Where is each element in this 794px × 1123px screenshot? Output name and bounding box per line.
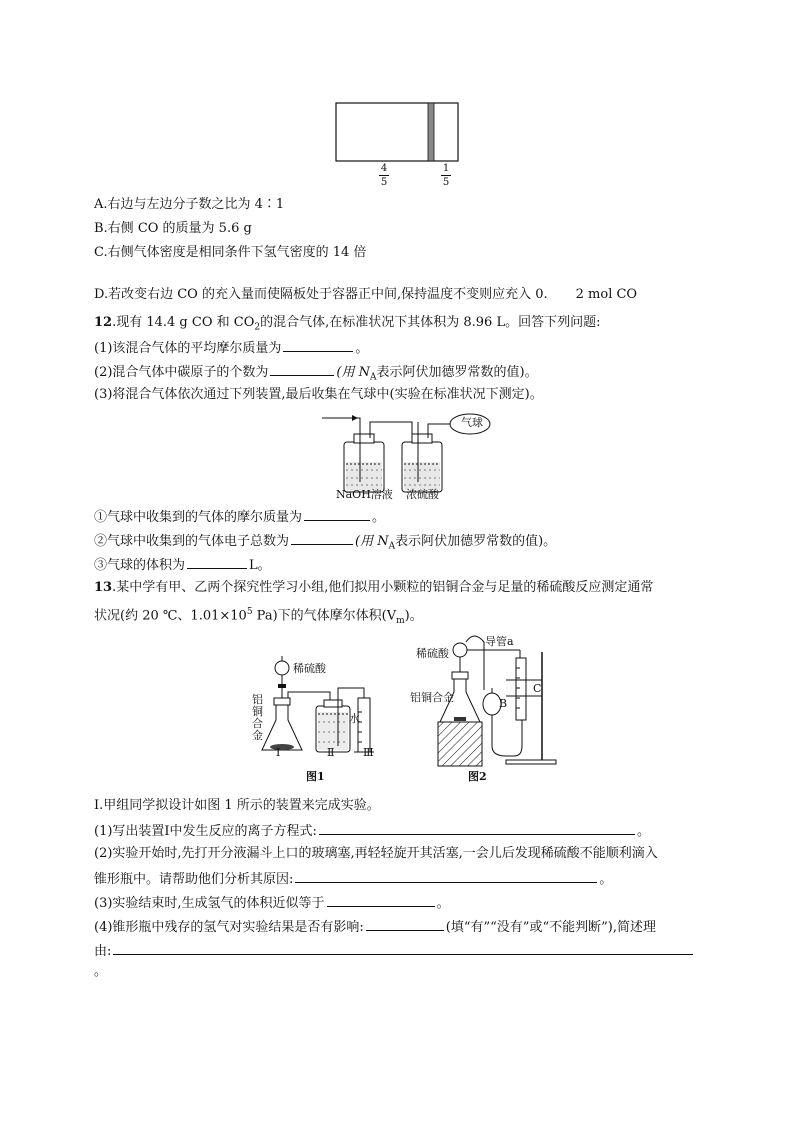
frac-left-den: 5 bbox=[380, 177, 388, 188]
q13-p3-end: 。 bbox=[436, 896, 450, 911]
q12-s1-blank[interactable] bbox=[304, 507, 370, 521]
fig1-alloy-label: 铝铜合金 bbox=[252, 693, 263, 742]
support-block bbox=[438, 722, 482, 766]
q12-s2-sub: A bbox=[388, 541, 396, 552]
q12-p2-sub: A bbox=[370, 372, 377, 383]
q13-section-I: Ⅰ.甲组同学拟设计如图 1 所示的装置来完成实验。 bbox=[94, 798, 380, 813]
fig1-label-II: Ⅱ bbox=[327, 746, 335, 759]
q13-stem2-a: 状况(约 20 ℃、1.01×10 bbox=[94, 608, 247, 624]
q12-s2-post-a: (用 N bbox=[355, 534, 389, 549]
q12-sub1 bbox=[94, 507, 385, 527]
fig1-water-label: 水 bbox=[349, 712, 360, 725]
fig2-label-B: B bbox=[499, 697, 508, 710]
q12-p2-text: (2)混合气体中碳原子的个数为 bbox=[94, 365, 269, 380]
bottle1-label: NaOH溶液 bbox=[336, 488, 393, 501]
q13-p4-post: (填“有”“没有”或“不能判断”),简述理 bbox=[445, 920, 656, 935]
q13-part4 bbox=[94, 917, 656, 937]
q13-p2-text: 锥形瓶中。请帮助他们分析其原因: bbox=[94, 872, 294, 887]
option-d-amount: 2 mol CO bbox=[575, 287, 638, 302]
q12-p2-post-a: (用 N bbox=[336, 365, 371, 380]
q13-part2-line1: (2)实验开始时,先打开分液漏斗上口的玻璃塞,再轻轻旋开其活塞,一会儿后发现稀硫酸不能顺利滴入 bbox=[94, 846, 658, 861]
q13-p2-end: 。 bbox=[599, 872, 613, 887]
q12-s3-end: L。 bbox=[249, 558, 271, 573]
balloon-label: 气球 bbox=[461, 416, 483, 429]
q13-stem-line1 bbox=[94, 579, 653, 597]
fig1-acid-label: 稀硫酸 bbox=[293, 662, 326, 675]
q13-part4-line2 bbox=[94, 941, 695, 961]
q12-s2-post-b: 表示阿伏加德罗常数的值)。 bbox=[395, 534, 557, 549]
q13-part2-line2 bbox=[94, 869, 612, 889]
fig2-alloy-label: 铝铜合金 bbox=[410, 691, 454, 704]
q12-p1-blank[interactable] bbox=[283, 338, 353, 352]
fig2-acid-label: 稀硫酸 bbox=[416, 647, 449, 660]
q12-sub3 bbox=[94, 555, 271, 575]
q12-stem-a: .现有 14.4 g CO 和 CO bbox=[112, 315, 255, 330]
q12-stem-b: 的混合气体,在标准状况下其体积为 8.96 L。回答下列问题: bbox=[260, 315, 601, 330]
partition-plate bbox=[428, 103, 434, 161]
fig1-caption: 图1 bbox=[306, 770, 325, 783]
option-b: B.右侧 CO 的质量为 5.6 g bbox=[94, 221, 252, 236]
fraction-one-fifth bbox=[439, 163, 453, 188]
q13-stem1: .某中学有甲、乙两个探究性学习小组,他们拟用小颗粒的铝铜合金与足量的稀硫酸反应测定通常 bbox=[112, 580, 654, 595]
q12-p1-end: 。 bbox=[355, 341, 369, 356]
q12-s2-blank[interactable] bbox=[291, 531, 353, 545]
frac-right-den: 5 bbox=[442, 177, 450, 188]
q12-s1-end: 。 bbox=[372, 510, 386, 525]
q12-s3-blank[interactable] bbox=[187, 555, 247, 569]
fig2-tube-label: 导管a bbox=[485, 635, 514, 648]
q13-p1-blank[interactable] bbox=[319, 821, 635, 835]
q13-p3-text: (3)实验结束时,生成氢气的体积近似等于 bbox=[94, 896, 325, 911]
q12-stem-sub: 2 bbox=[254, 322, 261, 333]
q12-stem bbox=[94, 314, 600, 337]
container-diagram bbox=[334, 101, 462, 165]
frac-right-num: 1 bbox=[442, 163, 450, 174]
q13-p3-blank[interactable] bbox=[327, 893, 435, 907]
q12-part3: (3)将混合气体依次通过下列装置,最后收集在气球中(实验在标准状况下测定)。 bbox=[94, 387, 543, 402]
q13-part1 bbox=[94, 821, 650, 841]
fig1-label-I: Ⅰ bbox=[276, 746, 281, 759]
q13-p4-reason-label: 由: bbox=[94, 944, 112, 959]
q13-p4-reason-blank[interactable] bbox=[113, 941, 693, 955]
option-a: A.右边与左边分子数之比为 4∶1 bbox=[94, 197, 285, 212]
q13-p2-blank[interactable] bbox=[295, 869, 597, 883]
q12-p1-text: (1)该混合气体的平均摩尔质量为 bbox=[94, 341, 282, 356]
q13-stem-line2 bbox=[94, 603, 423, 630]
fig2-label-C: C bbox=[533, 682, 542, 695]
fraction-four-fifths bbox=[377, 163, 391, 188]
q12-p2-blank[interactable] bbox=[270, 362, 334, 376]
q12-s2-text: ②气球中收集到的气体电子总数为 bbox=[94, 534, 290, 549]
q12-s3-text: ③气球的体积为 bbox=[94, 558, 186, 573]
q13-stem2-sub: m bbox=[396, 615, 405, 626]
q12-p2-post-b: 表示阿伏加德罗常数的值)。 bbox=[376, 365, 538, 380]
q12-part1 bbox=[94, 338, 368, 358]
q13-p4-blank[interactable] bbox=[366, 917, 444, 931]
container-outline bbox=[336, 103, 458, 161]
q13-p1-end: 。 bbox=[636, 824, 650, 839]
option-d-text: D.若改变右边 CO 的充入量而使隔板处于容器正中间,保持温度不变则应充入 0. bbox=[94, 287, 548, 302]
frac-left-num: 4 bbox=[380, 163, 388, 174]
fig1-label-III: Ⅲ bbox=[363, 746, 374, 759]
q12-s1-text: ①气球中收集到的气体的摩尔质量为 bbox=[94, 510, 303, 525]
q13-part4-end: 。 bbox=[94, 964, 108, 979]
q13-p1-text: (1)写出装置Ⅰ中发生反应的离子方程式: bbox=[94, 824, 317, 839]
fig2-caption: 图2 bbox=[468, 770, 487, 783]
q12-number: 12 bbox=[94, 315, 113, 330]
option-d bbox=[94, 286, 637, 304]
q12-part2 bbox=[94, 362, 538, 387]
q13-number: 13 bbox=[94, 580, 113, 595]
q13-stem2-c: )。 bbox=[404, 608, 423, 624]
bottle2-label: 浓硫酸 bbox=[406, 488, 439, 501]
q12-sub2 bbox=[94, 531, 556, 556]
q13-part3 bbox=[94, 893, 450, 913]
q13-p4-text: (4)锥形瓶中残存的氢气对实验结果是否有影响: bbox=[94, 920, 364, 935]
option-c: C.右侧气体密度是相同条件下氢气密度的 14 倍 bbox=[94, 245, 367, 260]
q13-stem2-b: Pa)下的气体摩尔体积(V bbox=[252, 608, 397, 624]
q13-stem2-sup: 5 bbox=[246, 607, 253, 617]
